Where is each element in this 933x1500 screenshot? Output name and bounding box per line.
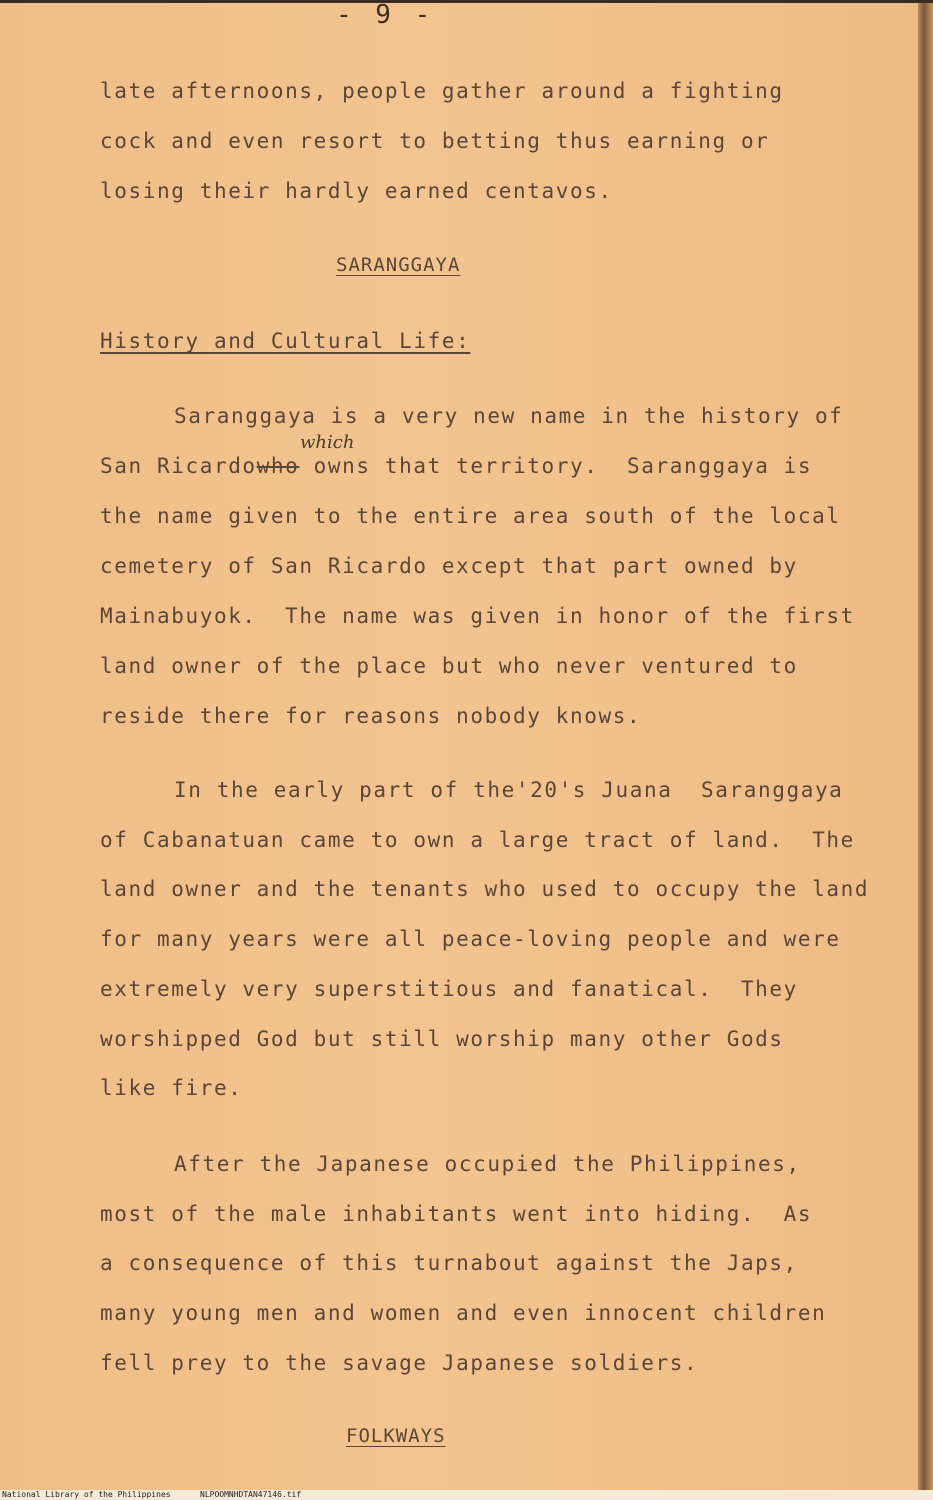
section-heading: FOLKWAYS [346, 1425, 446, 1447]
text-line: reside there for reasons nobody knows. [100, 704, 642, 728]
text-line: In the early part of the'20's Juana Saranggaya [174, 778, 844, 802]
text-line: like fire. [100, 1076, 243, 1100]
page-top-edge [0, 0, 933, 3]
footer-filename: NLPOOMNHDTAN47146.tif [200, 1490, 302, 1499]
text-line: losing their hardly earned centavos. [100, 179, 613, 203]
text-line: worshipped God but still worship many other Gods [100, 1027, 784, 1051]
subsection-heading: History and Cultural Life: [100, 329, 471, 353]
struck-word: who [256, 454, 300, 478]
text-fragment: San Ricardo [100, 454, 257, 478]
page-binding-edge [918, 0, 933, 1500]
text-line: of Cabanatuan came to own a large tract of land. The [100, 828, 855, 852]
text-line: most of the male inhabitants went into hiding. As [100, 1202, 813, 1226]
text-line: cemetery of San Ricardo except that part owned by [100, 554, 798, 578]
text-fragment: owns that territory. Saranggaya is [299, 454, 813, 478]
scan-footer [0, 1490, 933, 1500]
text-line: After the Japanese occupied the Philippines, [174, 1152, 801, 1176]
text-line: for many years were all peace-loving people and were [100, 927, 841, 951]
handwritten-insertion: which [300, 432, 355, 453]
text-line: Mainabuyok. The name was given in honor of the first [100, 604, 855, 628]
footer-library-label: National Library of the Philippines [2, 1490, 171, 1499]
text-line: Saranggaya is a very new name in the history of [174, 404, 844, 428]
text-line-with-correction [100, 453, 812, 479]
text-line: fell prey to the savage Japanese soldiers. [100, 1351, 699, 1375]
text-line: the name given to the entire area south of the local [100, 504, 841, 528]
text-line: a consequence of this turnabout against the Japs, [100, 1251, 798, 1275]
text-line: late afternoons, people gather around a fighting [100, 79, 784, 103]
text-line: extremely very superstitious and fanatical. They [100, 977, 798, 1001]
text-line: land owner of the place but who never ventured to [100, 654, 798, 678]
page-number: - 9 - [336, 0, 435, 30]
text-line: land owner and the tenants who used to occupy the land [100, 877, 870, 901]
text-line: many young men and women and even innocent children [100, 1301, 827, 1325]
text-line: cock and even resort to betting thus earning or [100, 129, 770, 153]
section-heading: SARANGGAYA [336, 254, 461, 276]
